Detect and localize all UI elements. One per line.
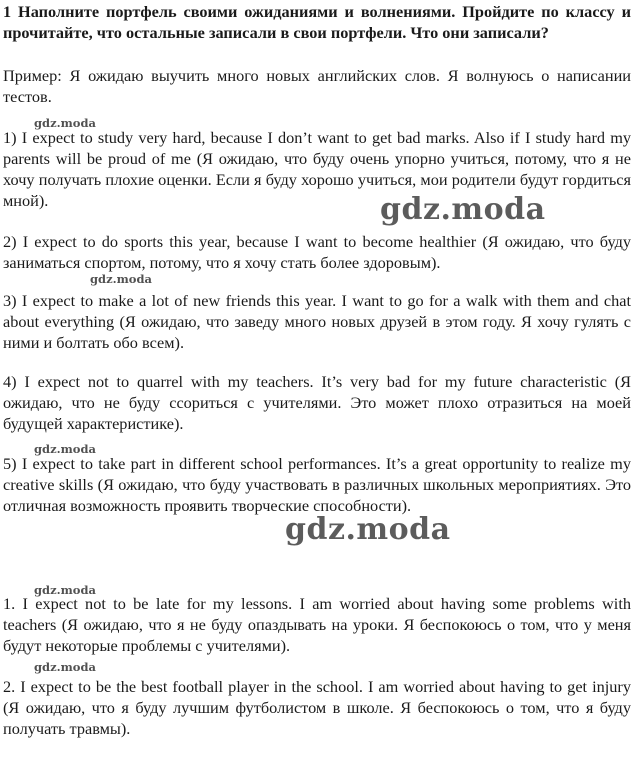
watermark-large: gdz.moda [380,192,546,227]
answer-paragraph-5: 5) I expect to take part in different school performances. It’s a great opportunity to realize my creative skills (Я ожидаю, что буду участвовать в различных школьных мероприятиях. Это отличная возможность проявить творческие способности). [3,454,631,515]
watermark-small: gdz.moda [34,442,96,456]
task-heading: 1 Наполните портфель своими ожиданиями и волнениями. Пройдите по классу и прочитайте, что остальные записали в свои портфели. Что они записали? [3,2,631,42]
answer-paragraph-2: 2) I expect to do sports this year, because I want to become healthier (Я ожидаю, что буду заниматься спортом, потому, что я хочу стать более здоровым). [3,232,631,272]
example-paragraph: Пример: Я ожидаю выучить много новых английских слов. Я волнуюсь о написании тестов. [3,66,631,106]
watermark-large: gdz.moda [285,512,451,547]
watermark-small: gdz.moda [34,116,96,130]
answer-paragraph-3: 3) I expect to make a lot of new friends this year. I want to go for a walk with them and chat about everything (Я ожидаю, что заведу много новых друзей в этом году. Я хочу гулять с ними и болтать обо всем). [3,291,631,352]
watermark-small: gdz.moda [34,583,96,597]
answer-paragraph-4: 4) I expect not to quarrel with my teachers. It’s very bad for my future characteristic (Я ожидаю, что не буду ссориться с учителями. Это может плохо отразиться на моей будущей характеристике). [3,372,631,433]
watermark-small: gdz.moda [90,272,152,286]
worry-paragraph-2: 2. I expect to be the best football player in the school. I am worried about having to get injury (Я ожидаю, что я буду лучшим футболистом в школе. Я беспокоюсь о том, что я буду получать травмы). [3,677,631,738]
answer-paragraph-1: 1) I expect to study very hard, because I don’t want to get bad marks. Also if I study hard my parents will be proud of me (Я ожидаю, что буду очень упорно учиться, потому, что я не хочу получать плохие оценки. Если я буду хорошо учиться, мои родители будут гордиться мной). [3,128,631,210]
watermark-small: gdz.moda [34,660,96,674]
worry-paragraph-1: 1. I expect not to be late for my lessons. I am worried about having some problems with teachers (Я ожидаю, что я не буду опаздывать на уроки. Я беспокоюсь о том, что у меня будут некоторые проблемы с учителями). [3,594,631,655]
